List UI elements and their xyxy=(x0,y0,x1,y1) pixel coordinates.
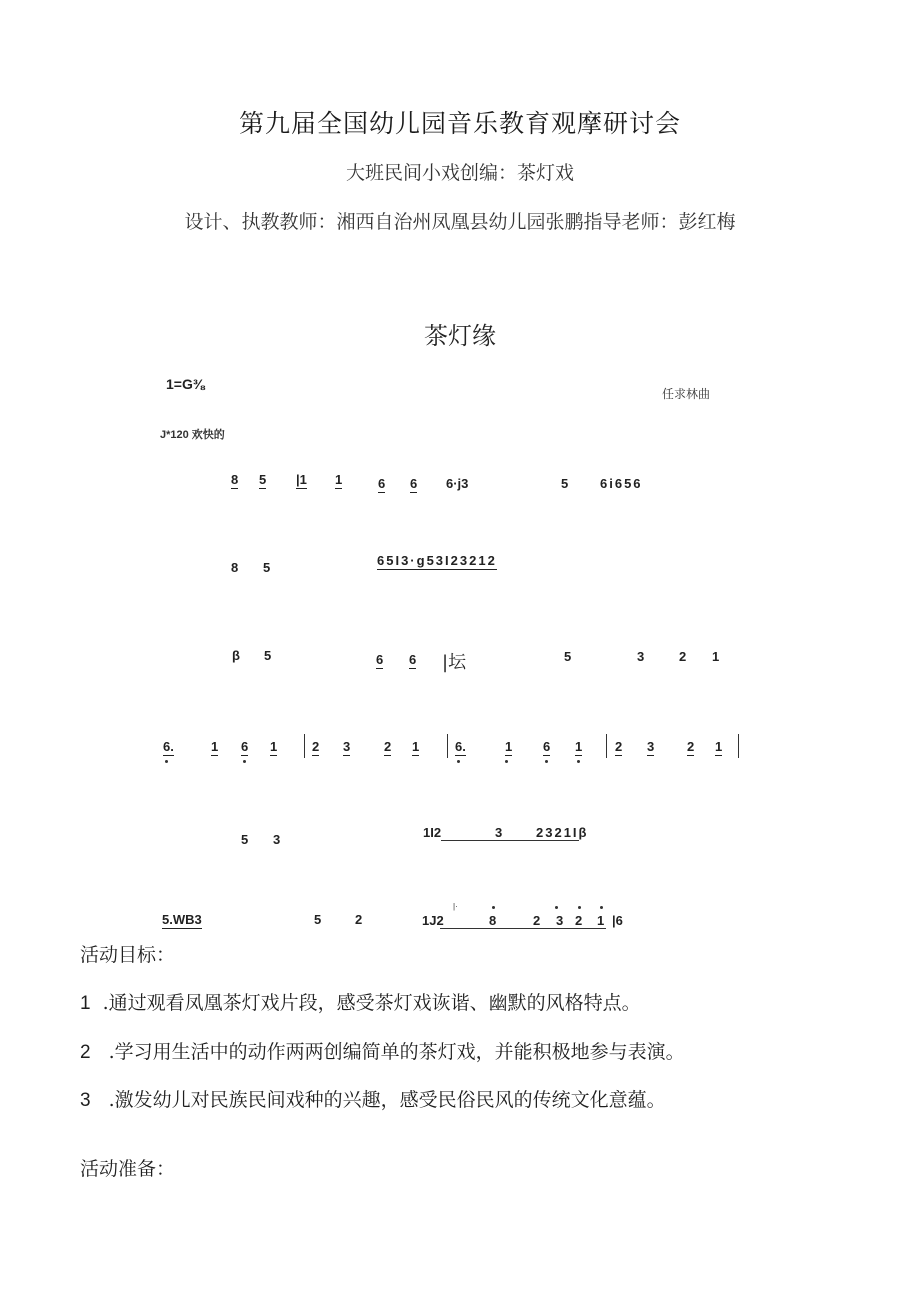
note: 2 xyxy=(384,739,392,754)
note: 5.WB3 xyxy=(162,912,202,927)
upper-octave-dot xyxy=(492,906,495,909)
upper-octave-dot xyxy=(555,906,558,909)
note: 65I3·g53I23212 xyxy=(377,553,497,568)
key-signature: 1=G⅜ xyxy=(166,376,205,392)
goal-item-1 xyxy=(80,988,641,1015)
note: 3 xyxy=(647,739,655,754)
note: 6 xyxy=(378,476,386,491)
note: 1 xyxy=(597,913,605,928)
note-mark: |· xyxy=(453,902,458,911)
note: 2 xyxy=(687,739,695,754)
note: |坛 xyxy=(442,652,467,673)
barline xyxy=(447,734,448,758)
barline xyxy=(606,734,607,758)
note: 6 xyxy=(409,652,417,667)
note: β xyxy=(232,648,240,663)
tempo-marking: J*120 欢快的 xyxy=(160,429,225,441)
beam-line xyxy=(441,840,579,841)
barline xyxy=(738,734,739,758)
note: 6. xyxy=(163,739,174,754)
note: 2 xyxy=(355,912,363,927)
note: 1 xyxy=(412,739,420,754)
note: 6·j3 xyxy=(446,476,469,491)
lower-octave-dot xyxy=(457,760,460,763)
note: 1 xyxy=(715,739,723,754)
lower-octave-dot xyxy=(165,760,168,763)
note: 5 xyxy=(259,472,267,487)
note: 1J2 xyxy=(422,913,444,928)
note: 1I2 xyxy=(423,825,442,840)
note: 3 xyxy=(495,825,503,840)
note: 5 xyxy=(263,560,271,575)
page-subtitle: 大班民间小戏创编：茶灯戏 xyxy=(345,162,574,184)
composer: 任求林曲 xyxy=(662,387,711,401)
teacher-info: 设计、执教教师：湘西自治州凤凰县幼儿园张鹏指导老师：彭红梅 xyxy=(184,211,736,233)
note: 2 xyxy=(575,913,583,928)
goal-item-2 xyxy=(80,1037,685,1064)
lower-octave-dot xyxy=(243,760,246,763)
note: 6. xyxy=(455,739,466,754)
note: |6 xyxy=(612,913,623,928)
note: 1 xyxy=(712,649,720,664)
note: 2 xyxy=(615,739,623,754)
song-title: 茶灯缘 xyxy=(424,322,496,350)
upper-octave-dot xyxy=(600,906,603,909)
note: 5 xyxy=(561,476,569,491)
note: 5 xyxy=(564,649,572,664)
note: 3 xyxy=(556,913,564,928)
note: 3 xyxy=(637,649,645,664)
note: 2 xyxy=(533,913,541,928)
goal-number: 1 xyxy=(80,993,91,1014)
goal-text: .学习用生活中的动作两两创编简单的茶灯戏，并能积极地参与表演。 xyxy=(108,1041,685,1063)
note: 2321Iβ xyxy=(536,825,589,840)
note: 6 xyxy=(410,476,418,491)
upper-octave-dot xyxy=(578,906,581,909)
note: 3 xyxy=(343,739,351,754)
note: |1 xyxy=(296,472,307,487)
barline xyxy=(304,734,305,758)
note: 6 xyxy=(241,739,249,754)
lower-octave-dot xyxy=(577,760,580,763)
lower-octave-dot xyxy=(505,760,508,763)
note: 2 xyxy=(312,739,320,754)
beam-line xyxy=(440,928,606,929)
goals-heading: 活动目标： xyxy=(80,944,176,966)
note: 6 xyxy=(376,652,384,667)
page-title: 第九届全国幼儿园音乐教育观摩研讨会 xyxy=(238,109,681,138)
note: 6 xyxy=(543,739,551,754)
note: 6i656 xyxy=(600,476,643,491)
note: 8 xyxy=(231,560,239,575)
note: 1 xyxy=(505,739,513,754)
note: 8 xyxy=(489,913,497,928)
goal-number: 2 xyxy=(80,1042,91,1063)
note: 1 xyxy=(335,472,343,487)
note: 5 xyxy=(264,648,272,663)
note: 1 xyxy=(575,739,583,754)
lower-octave-dot xyxy=(545,760,548,763)
goal-number: 3 xyxy=(80,1090,91,1111)
note: 1 xyxy=(270,739,278,754)
goal-item-3 xyxy=(80,1085,666,1112)
note: 5 xyxy=(241,832,249,847)
note: 8 xyxy=(231,472,239,487)
note: 5 xyxy=(314,912,322,927)
note: 3 xyxy=(273,832,281,847)
note: 2 xyxy=(679,649,687,664)
note: 1 xyxy=(211,739,219,754)
prep-heading: 活动准备： xyxy=(80,1158,176,1180)
goal-text: .通过观看凤凰茶灯戏片段，感受茶灯戏诙谐、幽默的风格特点。 xyxy=(102,992,641,1014)
goal-text: .激发幼儿对民族民间戏种的兴趣，感受民俗民风的传统文化意蕴。 xyxy=(108,1089,666,1111)
